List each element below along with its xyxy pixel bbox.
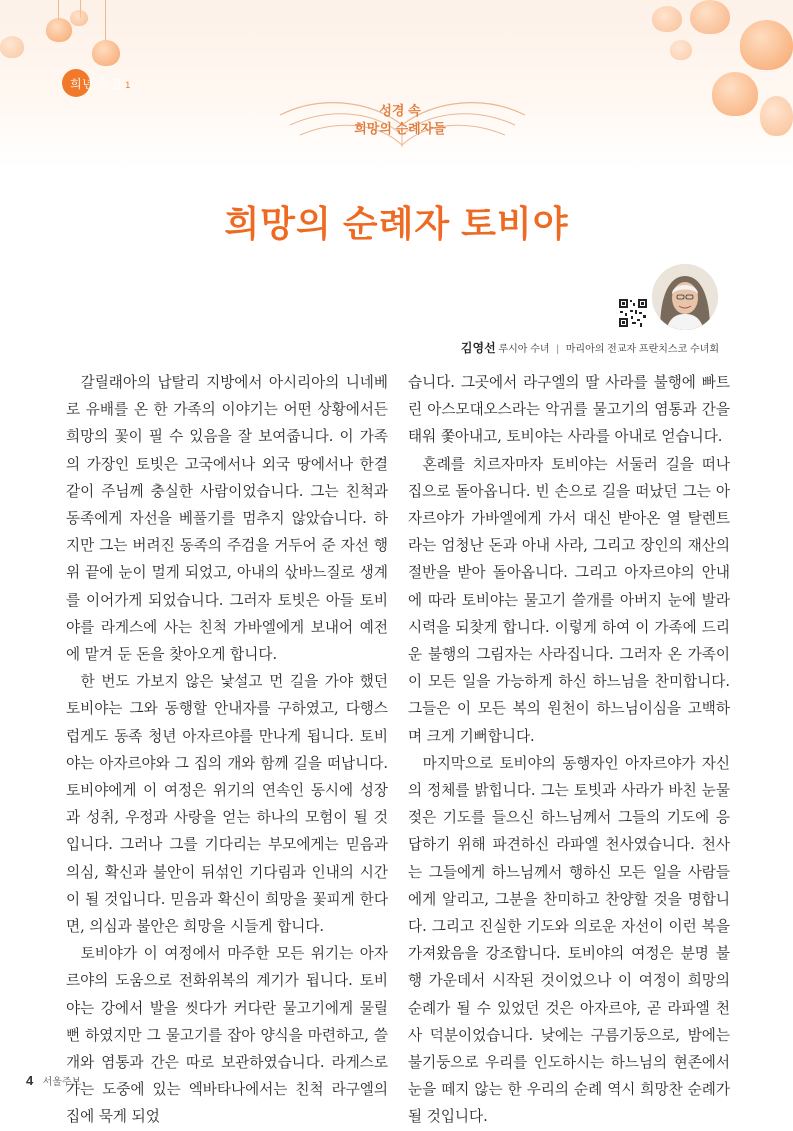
- article-paragraph: 토비야가 이 여정에서 마주한 모든 위기는 아자르야의 도움으로 전화위복의 계기가 됩니다. 토비야는 강에서 발을 씻다가 커다란 물고기에게 물릴 뻔 하였지만 그 물고기를 잡아 양식을 마련하고, 쓸개와 염통과 간은 따로 보관하였습니다. 라게스로 가는 도중에 있는 엑바타나에서는 친척 라구엘의 집에 묵게 되었: [66, 945, 388, 1126]
- article-paragraph: 갈릴래아의 납탈리 지방에서 아시리아의 니네베로 유배를 온 한 가족의 이야기는 어떤 상황에서든 희망의 꽃이 필 수 있음을 잘 보여줍니다. 이 가족의 가장인 토빗은 고국에서나 외국 땅에서나 한결같이 주님께 충실한 사람이었습니다. 그는 친척과 동족에게 자선을 베풀기를 멈추지 않았습니다. 하지만 그는 버려진 동족의 주검을 거두어 준 자선 행위 끝에 눈이 멀게 되었고, 아내의 삯바느질로 생계를 이어가게 되었습니다. 그러자 토빗은 아들 토비야를 라게스에 사는 친척 가바엘에게 보내어 예전에 맡겨 둔 돈을 찾아오게 합니다.: [66, 374, 388, 664]
- heart-balloon-icon: [712, 72, 758, 116]
- section-badge-text: 희년 특집: [70, 76, 123, 91]
- article-paragraph: 마지막으로 토비야의 동행자인 아자르야가 자신의 정체를 밝힙니다. 그는 토빗과 사라가 바친 눈물 젖은 기도를 들으신 하느님께서 그들의 기도에 응답하기 위해 파견하신 라파엘 천사였습니다. 천사는 그들에게 하느님께서 행하신 모든 일을 사람들에게 알리고, 그분을 찬미하고 찬양할 것을 명합니다. 그리고 진실한 기도와 의로운 자선이 이런 복을 가져왔음을 강조합니다. 토비야의 여정은 분명 불행 가운데서 시작된 것이었으나 이 여정이 희망의 순례가 될 수 있었던 것은 아자르야, 곧 라파엘 천사 덕분이었습니다. 낮에는 구름기둥으로, 밤에는 불기둥으로 우리를 인도하시는 하느님의 현존에서 눈을 떼지 않는 한 우리의 순례 역시 희망찬 순례가 될 것입니다.: [408, 754, 730, 1126]
- heart-balloon-icon: [652, 6, 682, 32]
- author-role: 루시아 수녀: [498, 344, 550, 355]
- article-paragraph: 혼례를 치르자마자 토비야는 서둘러 길을 떠나 집으로 돌아옵니다. 빈 손으로 길을 떠났던 그는 아자르야가 가바엘에게 가서 대신 받아온 열 탈렌트라는 엄청난 돈과 아내 사라, 그리고 장인의 재산의 절반을 받아 돌아옵니다. 그리고 아자르야의 안내에 따라 토비야는 물고기 쓸개를 아버지 눈에 발라 시력을 되찾게 합니다. 이렇게 하여 이 가족에 드리운 불행의 그림자는 사라집니다. 그러자 온 가족이 이 모든 일을 가능하게 하신 하느님을 찬미합니다. 그들은 이 모든 복의 원천이 하느님이심을 고백하며 크게 기뻐합니다.: [408, 455, 730, 745]
- author-organization: 마리아의 전교자 프란치스코 수녀회: [565, 344, 719, 355]
- article-paragraph: 한 번도 가보지 않은 낯설고 먼 길을 가야 했던 토비야는 그와 동행할 안내자를 구하였고, 다행스럽게도 동족 청년 아자르야를 만나게 됩니다. 토비야는 아자르야와 그 집의 개와 함께 길을 떠납니다. 토비야에게 이 여정은 위기의 연속인 동시에 성장과 성취, 우정과 사랑을 얻는 하나의 모험이 될 것입니다. 그러나 그를 기다리는 부모에게는 믿음과 의심, 확신과 불안이 뒤섞인 기다림과 인내의 시간이 될 것입니다. 믿음과 확신이 희망을 꽃피게 한다면, 의심과 불안은 희망을 시들게 합니다.: [66, 673, 388, 936]
- heart-balloon-icon: [70, 10, 88, 26]
- article-right-column: [408, 369, 730, 1131]
- feature-heading-line: 성경 속: [379, 103, 421, 118]
- heart-balloon-icon: [0, 36, 24, 58]
- article-paragraph: 습니다. 그곳에서 라구엘의 딸 사라를 불행에 빠트린 아스모대오스라는 악귀를 물고기의 염통과 간을 태워 쫓아내고, 토비야는 사라를 아내로 얻습니다.: [408, 374, 730, 446]
- heart-balloon-icon: [92, 40, 120, 66]
- feature-heading-line: 희망의 순례자들: [354, 121, 446, 136]
- heart-balloon-icon: [670, 40, 692, 60]
- feature-heading: [300, 102, 500, 138]
- article-left-column: [66, 369, 388, 1131]
- section-badge-number: 1: [125, 79, 131, 90]
- qr-code-icon[interactable]: [618, 298, 648, 328]
- heart-balloon-icon: [740, 20, 793, 70]
- byline-separator: |: [556, 344, 559, 355]
- author-name: 김영선: [460, 341, 496, 355]
- balloon-string: [58, 0, 59, 20]
- author-portrait: [652, 264, 718, 330]
- page-number: 4: [26, 1073, 34, 1088]
- balloon-string: [105, 0, 106, 40]
- page-footer: [26, 1073, 81, 1088]
- heart-balloon-icon: [690, 0, 730, 34]
- heart-balloon-icon: [46, 18, 72, 42]
- portrait-image: [652, 264, 718, 330]
- page-title: 희망의 순례자 토비야: [224, 203, 569, 244]
- publication-name: 서울주보: [42, 1077, 82, 1088]
- author-byline: [461, 339, 719, 356]
- section-badge-label: [62, 75, 131, 92]
- section-badge: [62, 70, 131, 96]
- heart-balloon-icon: [760, 96, 793, 136]
